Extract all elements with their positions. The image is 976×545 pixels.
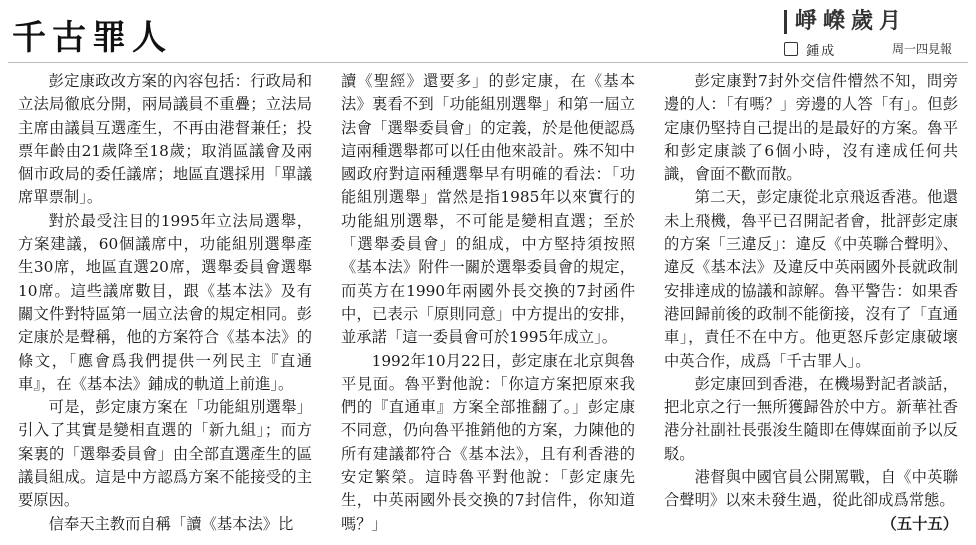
article-body bbox=[18, 70, 958, 538]
paragraph: 可是，彭定康方案在「功能組別選舉」引入了其實是變相直選的「新九組」；而方案裏的「選舉委員會」由全部直選產生的區議員組成。這是中方認爲方案不能接受的主要原因。 bbox=[18, 398, 312, 510]
byline bbox=[784, 40, 953, 59]
text-column-1 bbox=[18, 70, 312, 538]
publish-schedule: 周一四見報 bbox=[892, 42, 953, 56]
paragraph: 第二天，彭定康從北京飛返香港。他還未上飛機，魯平已召開記者會，批評彭定康的方案「三違反」：違反《中英聯合聲明》、違反《基本法》及違反中英兩國外長就政制安排達成的協議和諒解。魯平警告：如果香港回歸前後的政制不能銜接，沒有了「直通車」，責任不在中方。他更怒斥彭定康破壞中英合作，成爲「千古罪人」。 bbox=[664, 188, 958, 370]
paragraph: 港督與中國官員公開罵戰，自《中英聯合聲明》以來未發生過，從此卻成爲常態。 bbox=[664, 468, 958, 510]
paragraph: 彭定康對7封外交信件懵然不知，問旁邊的人：「有嗎？」旁邊的人答「有」。但彭定康仍堅持自己提出的是最好的方案。魯平和彭定康談了6個小時，沒有達成任何共識，會面不歡而散。 bbox=[664, 72, 958, 184]
paragraph: 彭定康政改方案的內容包括：行政局和立法局徹底分開，兩局議員不重疊；立法局主席由議員互選產生，不再由港督兼任；投票年齡由21歲降至18歲；取消區議會及兩個市政局的委任議席；地區直選採用「單議席單票制」。 bbox=[18, 72, 312, 207]
header-divider bbox=[8, 62, 968, 63]
article-title: 千古罪人 bbox=[12, 18, 172, 58]
column-name: 崢嶸歲月 bbox=[784, 10, 907, 34]
seal-icon bbox=[784, 42, 798, 56]
paragraph: 信奉天主教而自稱「讀《基本法》比 bbox=[48, 514, 294, 533]
paragraph: 對於最受注目的1995年立法局選舉，方案建議，60個議席中，功能組別選舉產生30席，地區直選20席，選舉委員會選舉10席。這些議席數目，跟《基本法》及有關文件對特區第一屆立法會的規定相同。彭定康於是聲稱，他的方案符合《基本法》的條文，「應會爲我們提供一列民主『直通車』，在《基本法》鋪成的軌道上前進」。 bbox=[18, 211, 312, 393]
text-column-2 bbox=[341, 70, 635, 538]
column-header bbox=[776, 6, 966, 62]
paragraph: 1992年10月22日，彭定康在北京與魯平見面。魯平對他說：「你這方案把原來我們的『直通車』方案全部推翻了。」彭定康不同意，仍向魯平推銷他的方案，力陳他的所有建議都符合《基本法》，且有利香港的安定繁榮。這時魯平對他說：「彭定康先生，中英兩國外長交換的7封信件，你知道嗎？」 bbox=[341, 351, 635, 533]
series-number: （五十五） bbox=[881, 514, 958, 533]
paragraph: 讀《聖經》還要多」的彭定康，在《基本法》裏看不到「功能組別選舉」和第一屆立法會「選舉委員會」的定義，於是他便認爲這兩種選舉都可以任由他來設計。殊不知中國政府對這兩種選舉早有明確的看法：「功能組別選舉」當然是指1985年以來實行的功能組別選舉，不可能是變相直選；至於「選舉委員會」的組成，中方堅持須按照《基本法》附件一關於選舉委員會的規定，而英方在1990年兩國外長交換的7封函件中，已表示「原則同意」中方提出的安排，並承諾「這一委員會可於1995年成立」。 bbox=[341, 72, 635, 347]
paragraph: 彭定康回到香港，在機場對記者談話，把北京之行一無所獲歸咎於中方。新華社香港分社副社長張浚生隨即在傳媒面前予以反駁。 bbox=[664, 374, 958, 463]
author-name: 鍾成 bbox=[806, 44, 837, 59]
text-column-3 bbox=[664, 70, 958, 538]
